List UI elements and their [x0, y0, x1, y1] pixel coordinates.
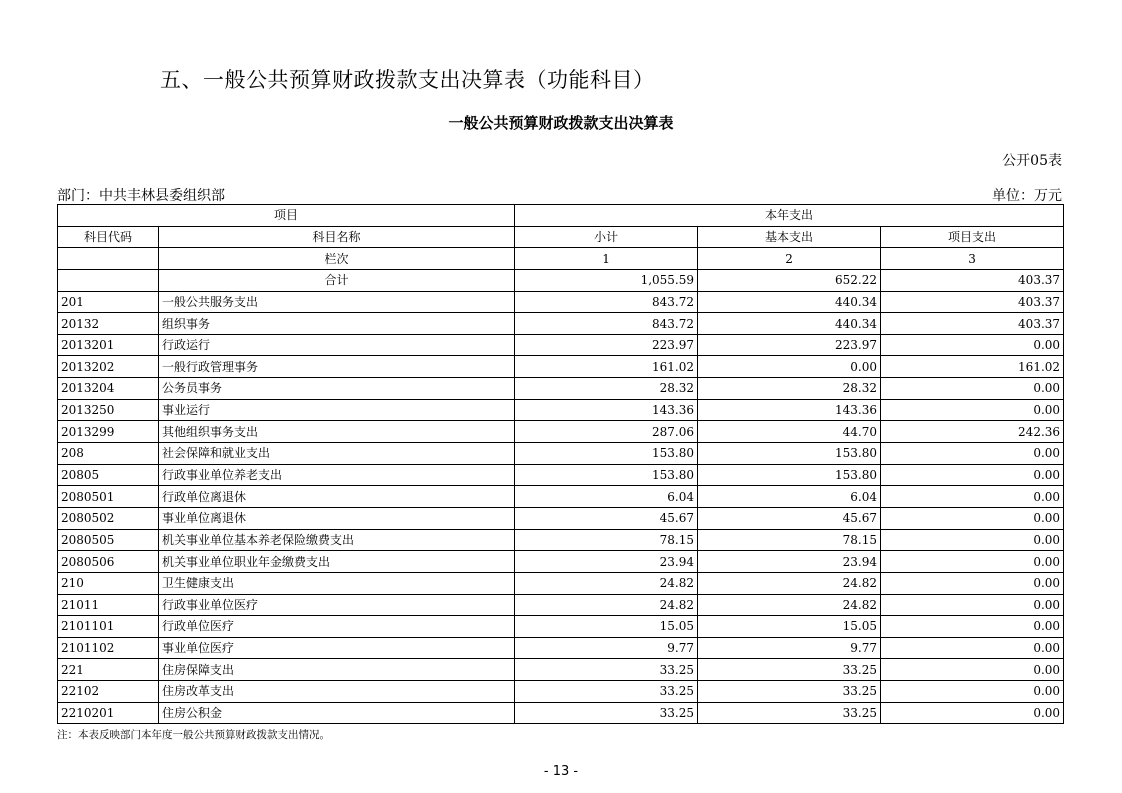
- col-number-2: 2: [698, 248, 881, 270]
- col-subtotal-header: 小计: [515, 226, 698, 248]
- basic-expense-cell: 24.82: [698, 572, 881, 594]
- basic-expense-cell: 9.77: [698, 637, 881, 659]
- subject-name: 机关事业单位基本养老保险缴费支出: [159, 529, 515, 551]
- subject-name: 行政单位离退休: [159, 486, 515, 508]
- subtotal-cell: 23.94: [515, 551, 698, 573]
- expenditure-table: [57, 204, 1064, 724]
- subject-name: 行政事业单位养老支出: [159, 464, 515, 486]
- subject-name: 住房公积金: [159, 702, 515, 724]
- project-expense-cell: 0.00: [881, 637, 1064, 659]
- subject-name: 住房改革支出: [159, 681, 515, 703]
- table-row: [58, 681, 1064, 703]
- subject-code: 2210201: [58, 702, 159, 724]
- subject-name: 行政单位医疗: [159, 616, 515, 638]
- subtotal-cell: 153.80: [515, 443, 698, 465]
- table-row: [58, 421, 1064, 443]
- subject-code: 2080506: [58, 551, 159, 573]
- table-row: [58, 443, 1064, 465]
- subtotal-cell: 223.97: [515, 334, 698, 356]
- table-row: [58, 486, 1064, 508]
- subject-code: 22102: [58, 681, 159, 703]
- subtotal-cell: 33.25: [515, 659, 698, 681]
- project-expense-cell: 161.02: [881, 356, 1064, 378]
- header-row-2: [58, 226, 1064, 248]
- basic-expense-cell: 153.80: [698, 464, 881, 486]
- table-row: [58, 378, 1064, 400]
- basic-expense-cell: 0.00: [698, 356, 881, 378]
- basic-expense-cell: 223.97: [698, 334, 881, 356]
- basic-expense-cell: 33.25: [698, 659, 881, 681]
- project-expense-cell: 0.00: [881, 616, 1064, 638]
- project-expense-cell: 0.00: [881, 659, 1064, 681]
- subtotal-cell: 24.82: [515, 572, 698, 594]
- project-expense-cell: 0.00: [881, 378, 1064, 400]
- subject-name: 住房保障支出: [159, 659, 515, 681]
- subject-code: 2013201: [58, 334, 159, 356]
- col-number-1: 1: [515, 248, 698, 270]
- total-project: 403.37: [881, 269, 1064, 291]
- subject-name: 机关事业单位职业年金缴费支出: [159, 551, 515, 573]
- subject-name: 行政运行: [159, 334, 515, 356]
- subject-name: 公务员事务: [159, 378, 515, 400]
- total-subtotal: 1,055.59: [515, 269, 698, 291]
- subject-code: 2101102: [58, 637, 159, 659]
- basic-expense-cell: 153.80: [698, 443, 881, 465]
- subject-code: 208: [58, 443, 159, 465]
- col-project-header: 项目支出: [881, 226, 1064, 248]
- project-expense-cell: 0.00: [881, 702, 1064, 724]
- subtotal-cell: 9.77: [515, 637, 698, 659]
- table-row: [58, 659, 1064, 681]
- col-name-header: 科目名称: [159, 226, 515, 248]
- subject-code: 2013202: [58, 356, 159, 378]
- basic-expense-cell: 33.25: [698, 681, 881, 703]
- subject-code: 20132: [58, 313, 159, 335]
- project-expense-cell: 0.00: [881, 399, 1064, 421]
- page-heading: 五、一般公共预算财政拨款支出决算表（功能科目）: [160, 68, 655, 92]
- project-expense-cell: 242.36: [881, 421, 1064, 443]
- table-title: 一般公共预算财政拨款支出决算表: [448, 114, 674, 132]
- subject-code: 201: [58, 291, 159, 313]
- subtotal-cell: 28.32: [515, 378, 698, 400]
- subject-name: 组织事务: [159, 313, 515, 335]
- subtotal-cell: 15.05: [515, 616, 698, 638]
- col-basic-header: 基本支出: [698, 226, 881, 248]
- unit-label: 单位：万元: [992, 188, 1062, 204]
- subject-code: 2101101: [58, 616, 159, 638]
- col-code-header: 科目代码: [58, 226, 159, 248]
- table-row: [58, 507, 1064, 529]
- project-expense-cell: 0.00: [881, 572, 1064, 594]
- department-label: 部门：中共丰林县委组织部: [57, 188, 225, 204]
- subtotal-cell: 24.82: [515, 594, 698, 616]
- project-expense-cell: 0.00: [881, 594, 1064, 616]
- empty-cell: [58, 269, 159, 291]
- subject-name: 事业运行: [159, 399, 515, 421]
- subtotal-cell: 287.06: [515, 421, 698, 443]
- subtotal-cell: 153.80: [515, 464, 698, 486]
- table-row: [58, 594, 1064, 616]
- table-row: [58, 356, 1064, 378]
- page-number: - 13 -: [543, 764, 579, 779]
- project-expense-cell: 0.00: [881, 443, 1064, 465]
- table-row: [58, 529, 1064, 551]
- subtotal-cell: 6.04: [515, 486, 698, 508]
- basic-expense-cell: 44.70: [698, 421, 881, 443]
- basic-expense-cell: 23.94: [698, 551, 881, 573]
- table-row: [58, 291, 1064, 313]
- basic-expense-cell: 28.32: [698, 378, 881, 400]
- project-expense-cell: 0.00: [881, 464, 1064, 486]
- subtotal-cell: 843.72: [515, 291, 698, 313]
- subject-name: 一般公共服务支出: [159, 291, 515, 313]
- project-expense-cell: 403.37: [881, 291, 1064, 313]
- table-row: [58, 399, 1064, 421]
- subtotal-cell: 78.15: [515, 529, 698, 551]
- table-row: [58, 572, 1064, 594]
- project-expense-cell: 0.00: [881, 486, 1064, 508]
- basic-expense-cell: 440.34: [698, 291, 881, 313]
- total-basic: 652.22: [698, 269, 881, 291]
- subject-name: 事业单位医疗: [159, 637, 515, 659]
- subject-code: 2080505: [58, 529, 159, 551]
- total-row: [58, 269, 1064, 291]
- project-expense-cell: 0.00: [881, 334, 1064, 356]
- empty-cell: [58, 248, 159, 270]
- column-number-row: [58, 248, 1064, 270]
- form-number: 公开05表: [1002, 153, 1062, 169]
- subject-code: 221: [58, 659, 159, 681]
- header-item: 项目: [58, 205, 515, 227]
- subject-code: 210: [58, 572, 159, 594]
- table-row: [58, 702, 1064, 724]
- basic-expense-cell: 33.25: [698, 702, 881, 724]
- table-row: [58, 334, 1064, 356]
- subtotal-cell: 143.36: [515, 399, 698, 421]
- subtotal-cell: 161.02: [515, 356, 698, 378]
- basic-expense-cell: 78.15: [698, 529, 881, 551]
- subject-name: 一般行政管理事务: [159, 356, 515, 378]
- basic-expense-cell: 15.05: [698, 616, 881, 638]
- subject-code: 2080502: [58, 507, 159, 529]
- subtotal-cell: 45.67: [515, 507, 698, 529]
- table-row: [58, 313, 1064, 335]
- table-row: [58, 637, 1064, 659]
- subject-code: 21011: [58, 594, 159, 616]
- subject-name: 事业单位离退休: [159, 507, 515, 529]
- subtotal-cell: 33.25: [515, 702, 698, 724]
- table-row: [58, 616, 1064, 638]
- basic-expense-cell: 24.82: [698, 594, 881, 616]
- basic-expense-cell: 143.36: [698, 399, 881, 421]
- header-row-1: [58, 205, 1064, 227]
- subject-code: 20805: [58, 464, 159, 486]
- subject-name: 行政事业单位医疗: [159, 594, 515, 616]
- subject-name: 卫生健康支出: [159, 572, 515, 594]
- table-row: [58, 551, 1064, 573]
- col-number-3: 3: [881, 248, 1064, 270]
- subject-code: 2013299: [58, 421, 159, 443]
- subject-code: 2013250: [58, 399, 159, 421]
- row-label: 栏次: [159, 248, 515, 270]
- subtotal-cell: 33.25: [515, 681, 698, 703]
- project-expense-cell: 0.00: [881, 529, 1064, 551]
- table-row: [58, 464, 1064, 486]
- project-expense-cell: 0.00: [881, 507, 1064, 529]
- header-expense: 本年支出: [515, 205, 1064, 227]
- subject-code: 2013204: [58, 378, 159, 400]
- subject-code: 2080501: [58, 486, 159, 508]
- subject-name: 其他组织事务支出: [159, 421, 515, 443]
- basic-expense-cell: 440.34: [698, 313, 881, 335]
- total-label: 合计: [159, 269, 515, 291]
- footnote: 注：本表反映部门本年度一般公共预算财政拨款支出情况。: [57, 729, 330, 741]
- project-expense-cell: 403.37: [881, 313, 1064, 335]
- project-expense-cell: 0.00: [881, 551, 1064, 573]
- basic-expense-cell: 45.67: [698, 507, 881, 529]
- basic-expense-cell: 6.04: [698, 486, 881, 508]
- project-expense-cell: 0.00: [881, 681, 1064, 703]
- subject-name: 社会保障和就业支出: [159, 443, 515, 465]
- subtotal-cell: 843.72: [515, 313, 698, 335]
